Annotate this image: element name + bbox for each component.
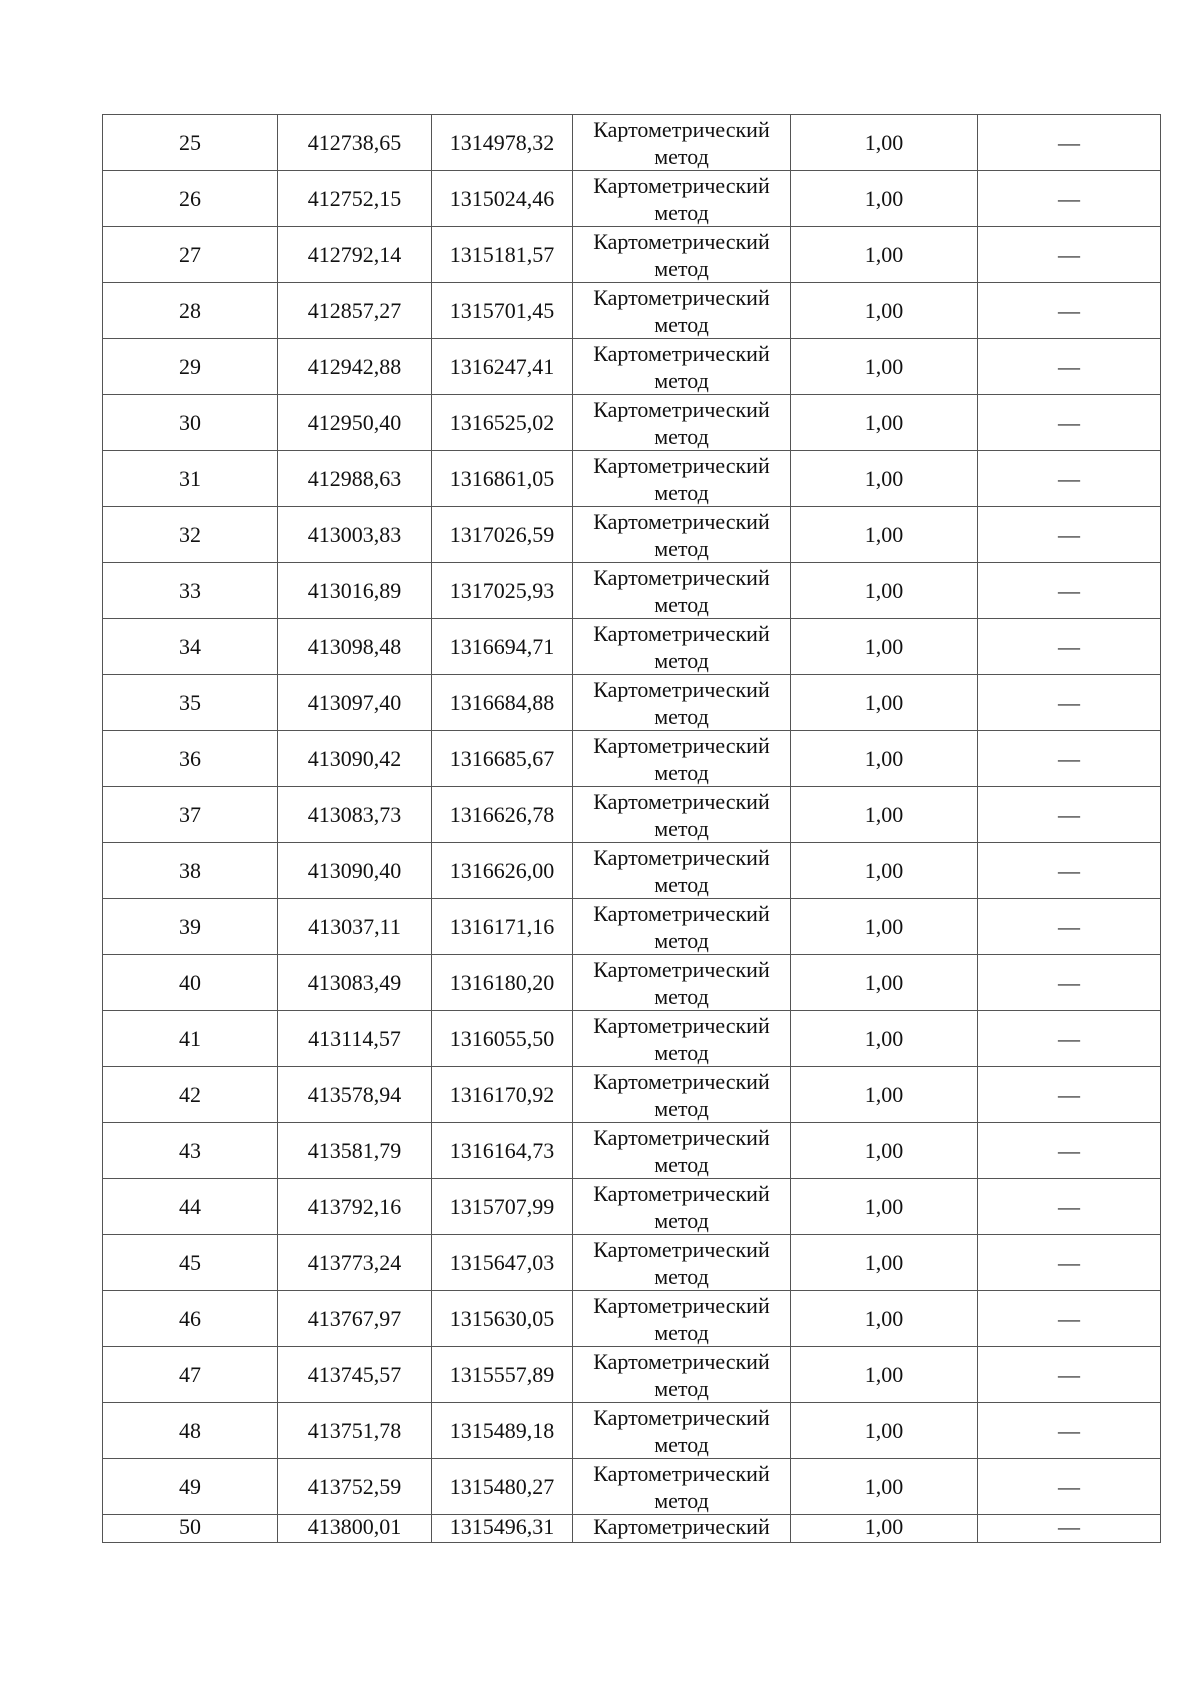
accuracy-cell: 1,00 — [791, 171, 978, 227]
x-coordinate-cell: 413083,49 — [278, 955, 432, 1011]
method-line-1: Картометрический — [593, 676, 770, 702]
method-cell — [573, 507, 791, 563]
table-row — [103, 227, 1161, 283]
table-row — [103, 1067, 1161, 1123]
y-coordinate-cell: 1316055,50 — [432, 1011, 573, 1067]
point-number-cell: 31 — [103, 451, 278, 507]
description-cell — [978, 1123, 1161, 1179]
point-number-cell: 48 — [103, 1403, 278, 1459]
description-cell — [978, 1291, 1161, 1347]
description-dash: — — [1058, 746, 1080, 771]
y-coordinate-cell: 1316164,73 — [432, 1123, 573, 1179]
description-dash: — — [1058, 1194, 1080, 1219]
y-coordinate-cell: 1317026,59 — [432, 507, 573, 563]
description-dash: — — [1058, 186, 1080, 211]
description-dash: — — [1058, 410, 1080, 435]
method-line-2: метод — [654, 1319, 709, 1345]
description-dash: — — [1058, 242, 1080, 267]
method-line-2: метод — [654, 591, 709, 617]
method-line-1: Картометрический — [593, 1348, 770, 1374]
method-line-1: Картометрический — [593, 172, 770, 198]
accuracy-cell: 1,00 — [791, 675, 978, 731]
point-number-cell: 35 — [103, 675, 278, 731]
y-coordinate-cell: 1315489,18 — [432, 1403, 573, 1459]
description-dash: — — [1058, 914, 1080, 939]
accuracy-cell: 1,00 — [791, 1403, 978, 1459]
method-line-2: метод — [654, 1487, 709, 1513]
method-line-1: Картометрический — [593, 620, 770, 646]
table-row — [103, 619, 1161, 675]
y-coordinate-cell: 1316694,71 — [432, 619, 573, 675]
table-row — [103, 1347, 1161, 1403]
method-line-1: Картометрический — [593, 1180, 770, 1206]
table-row — [103, 283, 1161, 339]
description-cell — [978, 675, 1161, 731]
description-dash: — — [1058, 1026, 1080, 1051]
point-number-cell: 47 — [103, 1347, 278, 1403]
description-cell — [978, 1067, 1161, 1123]
accuracy-cell: 1,00 — [791, 843, 978, 899]
method-line-1: Картометрический — [593, 1514, 770, 1539]
y-coordinate-cell: 1316626,78 — [432, 787, 573, 843]
point-number-cell: 32 — [103, 507, 278, 563]
method-cell — [573, 563, 791, 619]
description-dash: — — [1058, 130, 1080, 155]
x-coordinate-cell: 413767,97 — [278, 1291, 432, 1347]
method-line-1: Картометрический — [593, 1292, 770, 1318]
y-coordinate-cell: 1315181,57 — [432, 227, 573, 283]
x-coordinate-cell: 413800,01 — [278, 1515, 432, 1543]
method-cell — [573, 339, 791, 395]
method-line-2: метод — [654, 143, 709, 169]
method-line-1: Картометрический — [593, 844, 770, 870]
y-coordinate-cell: 1315701,45 — [432, 283, 573, 339]
y-coordinate-cell: 1316180,20 — [432, 955, 573, 1011]
method-line-1: Картометрический — [593, 1068, 770, 1094]
method-line-2: метод — [654, 311, 709, 337]
table-row — [103, 843, 1161, 899]
method-cell — [573, 1123, 791, 1179]
table-row — [103, 1235, 1161, 1291]
accuracy-cell: 1,00 — [791, 283, 978, 339]
point-number-cell: 41 — [103, 1011, 278, 1067]
x-coordinate-cell: 413083,73 — [278, 787, 432, 843]
y-coordinate-cell: 1317025,93 — [432, 563, 573, 619]
description-cell — [978, 283, 1161, 339]
description-dash: — — [1058, 1418, 1080, 1443]
method-line-2: метод — [654, 983, 709, 1009]
accuracy-cell: 1,00 — [791, 1011, 978, 1067]
point-number-cell: 40 — [103, 955, 278, 1011]
table-row — [103, 1179, 1161, 1235]
description-dash: — — [1058, 690, 1080, 715]
description-cell — [978, 731, 1161, 787]
description-dash: — — [1058, 802, 1080, 827]
coordinates-table — [102, 114, 1161, 1543]
method-line-2: метод — [654, 1095, 709, 1121]
description-cell — [978, 1011, 1161, 1067]
method-line-1: Картометрический — [593, 1404, 770, 1430]
point-number-cell: 49 — [103, 1459, 278, 1515]
accuracy-cell: 1,00 — [791, 619, 978, 675]
method-line-1: Картометрический — [593, 788, 770, 814]
table-row — [103, 955, 1161, 1011]
table-row — [103, 787, 1161, 843]
point-number-cell: 26 — [103, 171, 278, 227]
method-line-1: Картометрический — [593, 116, 770, 142]
method-line-2: метод — [654, 1151, 709, 1177]
method-line-2: метод — [654, 871, 709, 897]
description-dash: — — [1058, 634, 1080, 659]
description-cell — [978, 1459, 1161, 1515]
y-coordinate-cell: 1315630,05 — [432, 1291, 573, 1347]
y-coordinate-cell: 1315647,03 — [432, 1235, 573, 1291]
table-row — [103, 507, 1161, 563]
method-line-1: Картометрический — [593, 1124, 770, 1150]
accuracy-cell: 1,00 — [791, 507, 978, 563]
method-line-1: Картометрический — [593, 956, 770, 982]
point-number-cell: 46 — [103, 1291, 278, 1347]
description-cell — [978, 1347, 1161, 1403]
accuracy-cell: 1,00 — [791, 395, 978, 451]
method-line-1: Картометрический — [593, 396, 770, 422]
x-coordinate-cell: 413578,94 — [278, 1067, 432, 1123]
y-coordinate-cell: 1315024,46 — [432, 171, 573, 227]
x-coordinate-cell: 413037,11 — [278, 899, 432, 955]
accuracy-cell: 1,00 — [791, 787, 978, 843]
description-dash: — — [1058, 1514, 1080, 1539]
method-line-1: Картометрический — [593, 1236, 770, 1262]
method-cell — [573, 955, 791, 1011]
table-row — [103, 563, 1161, 619]
table-row — [103, 1011, 1161, 1067]
method-cell — [573, 1235, 791, 1291]
x-coordinate-cell: 413003,83 — [278, 507, 432, 563]
y-coordinate-cell: 1316525,02 — [432, 395, 573, 451]
method-cell — [573, 899, 791, 955]
x-coordinate-cell: 413098,48 — [278, 619, 432, 675]
method-cell — [573, 1347, 791, 1403]
point-number-cell: 34 — [103, 619, 278, 675]
point-number-cell: 43 — [103, 1123, 278, 1179]
point-number-cell: 50 — [103, 1515, 278, 1543]
method-cell — [573, 1179, 791, 1235]
table-row — [103, 899, 1161, 955]
method-cell — [573, 731, 791, 787]
point-number-cell: 44 — [103, 1179, 278, 1235]
x-coordinate-cell: 413114,57 — [278, 1011, 432, 1067]
table-row — [103, 731, 1161, 787]
x-coordinate-cell: 413097,40 — [278, 675, 432, 731]
y-coordinate-cell: 1315707,99 — [432, 1179, 573, 1235]
accuracy-cell: 1,00 — [791, 1235, 978, 1291]
method-line-1: Картометрический — [593, 732, 770, 758]
description-cell — [978, 1235, 1161, 1291]
table-row — [103, 1123, 1161, 1179]
x-coordinate-cell: 413751,78 — [278, 1403, 432, 1459]
point-number-cell: 29 — [103, 339, 278, 395]
accuracy-cell: 1,00 — [791, 1459, 978, 1515]
accuracy-cell: 1,00 — [791, 1515, 978, 1543]
x-coordinate-cell: 412942,88 — [278, 339, 432, 395]
point-number-cell: 39 — [103, 899, 278, 955]
method-cell — [573, 1067, 791, 1123]
x-coordinate-cell: 412988,63 — [278, 451, 432, 507]
description-cell — [978, 227, 1161, 283]
description-cell — [978, 1179, 1161, 1235]
method-line-2: метод — [654, 1207, 709, 1233]
accuracy-cell: 1,00 — [791, 899, 978, 955]
x-coordinate-cell: 413090,40 — [278, 843, 432, 899]
description-cell — [978, 843, 1161, 899]
y-coordinate-cell: 1315557,89 — [432, 1347, 573, 1403]
accuracy-cell: 1,00 — [791, 1291, 978, 1347]
method-cell — [573, 843, 791, 899]
method-cell — [573, 1515, 791, 1543]
method-line-2: метод — [654, 367, 709, 393]
method-line-1: Картометрический — [593, 228, 770, 254]
method-line-2: метод — [654, 255, 709, 281]
x-coordinate-cell: 412738,65 — [278, 115, 432, 171]
description-dash: — — [1058, 578, 1080, 603]
x-coordinate-cell: 413090,42 — [278, 731, 432, 787]
method-line-2: метод — [654, 479, 709, 505]
description-cell — [978, 1403, 1161, 1459]
description-dash: — — [1058, 298, 1080, 323]
description-dash: — — [1058, 970, 1080, 995]
table-row — [103, 1291, 1161, 1347]
method-line-2: метод — [654, 815, 709, 841]
description-cell — [978, 955, 1161, 1011]
method-line-1: Картометрический — [593, 1012, 770, 1038]
point-number-cell: 33 — [103, 563, 278, 619]
accuracy-cell: 1,00 — [791, 339, 978, 395]
method-line-2: метод — [654, 535, 709, 561]
accuracy-cell: 1,00 — [791, 563, 978, 619]
accuracy-cell: 1,00 — [791, 1347, 978, 1403]
description-cell — [978, 171, 1161, 227]
description-cell — [978, 507, 1161, 563]
description-dash: — — [1058, 1250, 1080, 1275]
point-number-cell: 36 — [103, 731, 278, 787]
description-cell — [978, 787, 1161, 843]
y-coordinate-cell: 1316685,67 — [432, 731, 573, 787]
table-row — [103, 1403, 1161, 1459]
description-cell — [978, 899, 1161, 955]
description-dash: — — [1058, 858, 1080, 883]
method-line-1: Картометрический — [593, 284, 770, 310]
method-cell — [573, 115, 791, 171]
x-coordinate-cell: 412792,14 — [278, 227, 432, 283]
description-dash: — — [1058, 1138, 1080, 1163]
method-line-2: метод — [654, 423, 709, 449]
table-row — [103, 1459, 1161, 1515]
point-number-cell: 30 — [103, 395, 278, 451]
point-number-cell: 42 — [103, 1067, 278, 1123]
method-cell — [573, 395, 791, 451]
accuracy-cell: 1,00 — [791, 1179, 978, 1235]
method-cell — [573, 171, 791, 227]
method-line-1: Картометрический — [593, 900, 770, 926]
method-cell — [573, 787, 791, 843]
y-coordinate-cell: 1316170,92 — [432, 1067, 573, 1123]
method-line-2: метод — [654, 1375, 709, 1401]
point-number-cell: 27 — [103, 227, 278, 283]
table-row — [103, 675, 1161, 731]
table-row — [103, 451, 1161, 507]
y-coordinate-cell: 1314978,32 — [432, 115, 573, 171]
method-cell — [573, 451, 791, 507]
x-coordinate-cell: 412950,40 — [278, 395, 432, 451]
description-dash: — — [1058, 1362, 1080, 1387]
description-cell — [978, 451, 1161, 507]
x-coordinate-cell: 413745,57 — [278, 1347, 432, 1403]
method-cell — [573, 675, 791, 731]
point-number-cell: 25 — [103, 115, 278, 171]
accuracy-cell: 1,00 — [791, 227, 978, 283]
table-row — [103, 115, 1161, 171]
method-line-2: метод — [654, 1431, 709, 1457]
description-cell — [978, 563, 1161, 619]
table-row — [103, 395, 1161, 451]
y-coordinate-cell: 1316247,41 — [432, 339, 573, 395]
y-coordinate-cell: 1315480,27 — [432, 1459, 573, 1515]
table-row — [103, 339, 1161, 395]
description-dash: — — [1058, 1474, 1080, 1499]
method-line-2: метод — [654, 1263, 709, 1289]
accuracy-cell: 1,00 — [791, 955, 978, 1011]
method-line-1: Картометрический — [593, 508, 770, 534]
method-line-2: метод — [654, 199, 709, 225]
point-number-cell: 38 — [103, 843, 278, 899]
description-cell — [978, 395, 1161, 451]
description-cell — [978, 115, 1161, 171]
x-coordinate-cell: 413773,24 — [278, 1235, 432, 1291]
method-cell — [573, 283, 791, 339]
description-dash: — — [1058, 466, 1080, 491]
method-cell — [573, 1459, 791, 1515]
point-number-cell: 28 — [103, 283, 278, 339]
method-line-2: метод — [654, 647, 709, 673]
method-cell — [573, 1291, 791, 1347]
point-number-cell: 37 — [103, 787, 278, 843]
description-dash: — — [1058, 1306, 1080, 1331]
method-line-2: метод — [654, 1039, 709, 1065]
table-row — [103, 1515, 1161, 1543]
method-cell — [573, 227, 791, 283]
y-coordinate-cell: 1316861,05 — [432, 451, 573, 507]
y-coordinate-cell: 1316171,16 — [432, 899, 573, 955]
accuracy-cell: 1,00 — [791, 731, 978, 787]
accuracy-cell: 1,00 — [791, 115, 978, 171]
method-cell — [573, 619, 791, 675]
x-coordinate-cell: 412752,15 — [278, 171, 432, 227]
description-dash: — — [1058, 354, 1080, 379]
method-line-2: метод — [654, 927, 709, 953]
y-coordinate-cell: 1316684,88 — [432, 675, 573, 731]
x-coordinate-cell: 413752,59 — [278, 1459, 432, 1515]
x-coordinate-cell: 413792,16 — [278, 1179, 432, 1235]
table-body — [103, 115, 1161, 1543]
accuracy-cell: 1,00 — [791, 1067, 978, 1123]
method-line-1: Картометрический — [593, 564, 770, 590]
description-cell — [978, 619, 1161, 675]
description-dash: — — [1058, 522, 1080, 547]
accuracy-cell: 1,00 — [791, 451, 978, 507]
x-coordinate-cell: 412857,27 — [278, 283, 432, 339]
y-coordinate-cell: 1315496,31 — [432, 1515, 573, 1543]
description-dash: — — [1058, 1082, 1080, 1107]
method-line-2: метод — [654, 759, 709, 785]
method-line-2: метод — [654, 703, 709, 729]
method-cell — [573, 1403, 791, 1459]
method-cell — [573, 1011, 791, 1067]
description-cell — [978, 1515, 1161, 1543]
method-line-1: Картометрический — [593, 452, 770, 478]
description-cell — [978, 339, 1161, 395]
method-line-1: Картометрический — [593, 1460, 770, 1486]
point-number-cell: 45 — [103, 1235, 278, 1291]
x-coordinate-cell: 413581,79 — [278, 1123, 432, 1179]
accuracy-cell: 1,00 — [791, 1123, 978, 1179]
x-coordinate-cell: 413016,89 — [278, 563, 432, 619]
method-line-1: Картометрический — [593, 340, 770, 366]
table-row — [103, 171, 1161, 227]
y-coordinate-cell: 1316626,00 — [432, 843, 573, 899]
